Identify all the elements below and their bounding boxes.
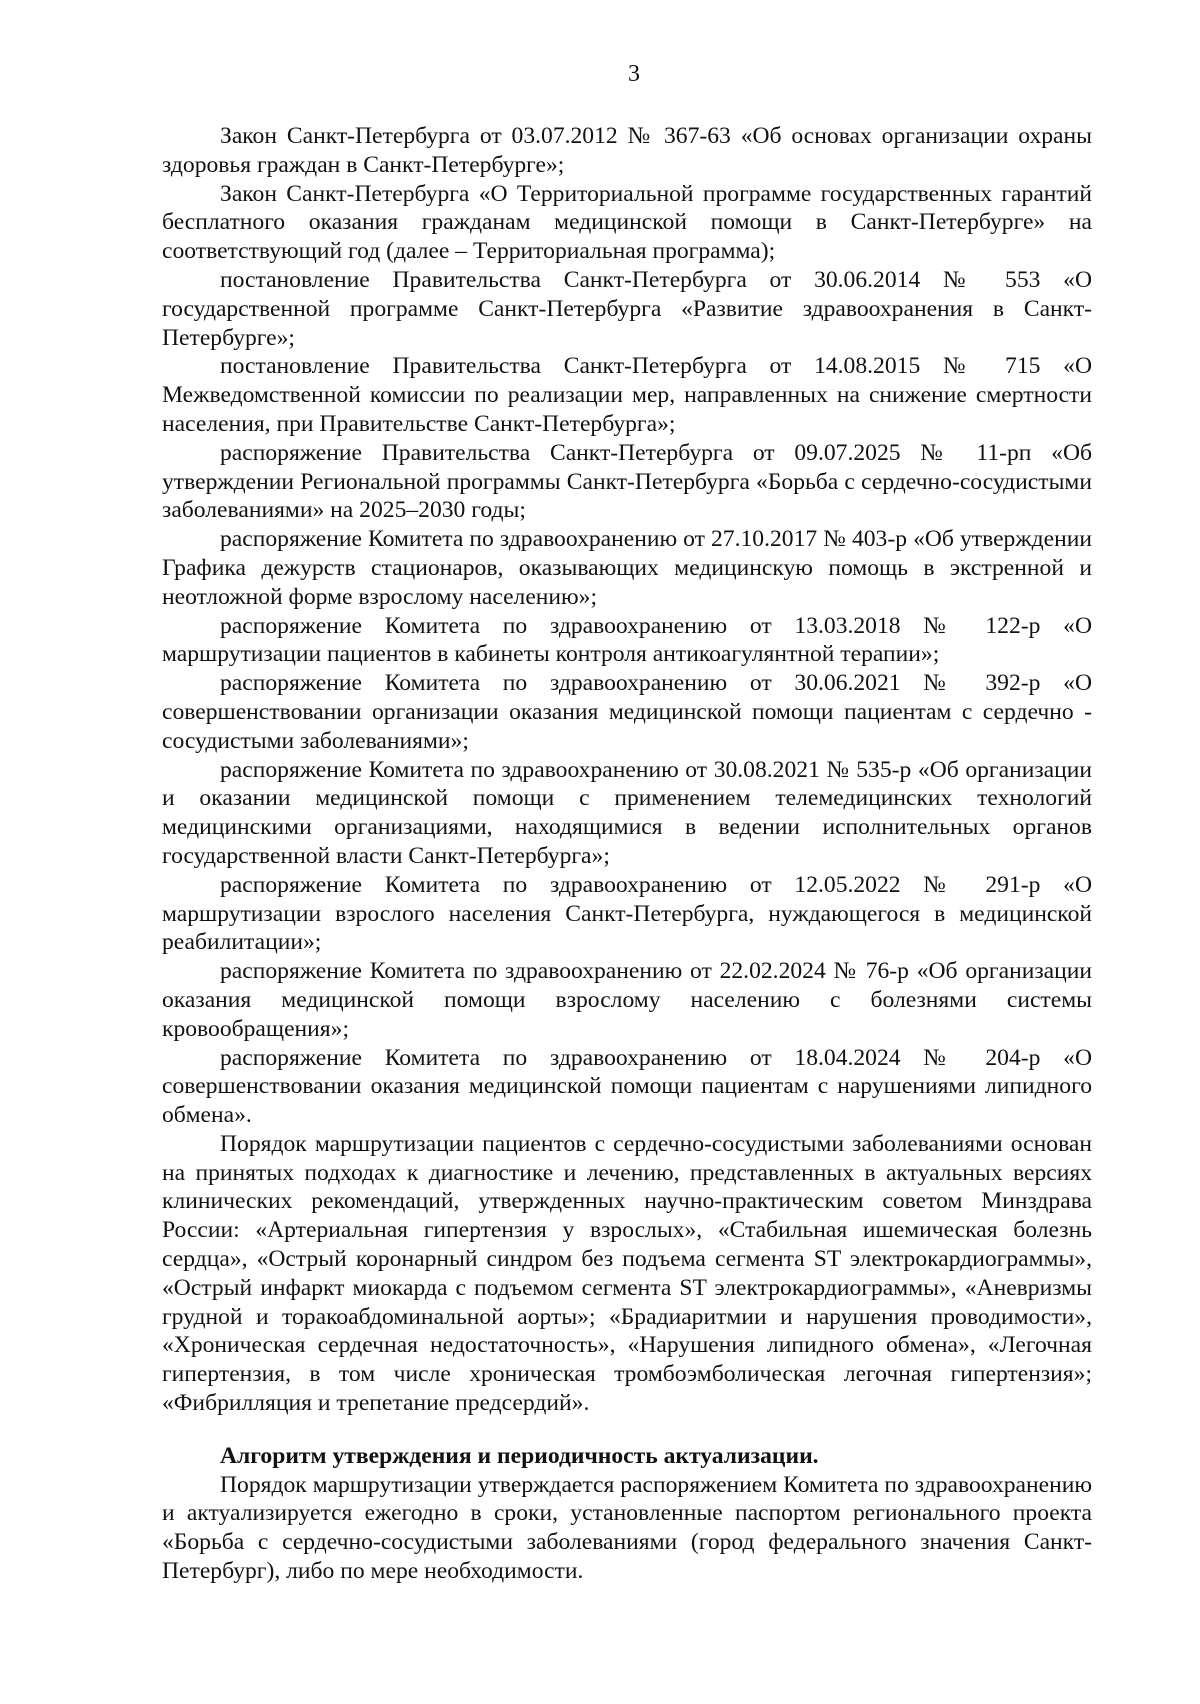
paragraph-order-535-r: распоряжение Комитета по здравоохранению от 30.08.2021 № 535-р «Об организации и оказании медицинской помощи с применением телемедицинских технологий медицинскими организациями, находящимися в ведении исполнительных органов государственной власти Санкт-Петербурга»; [162, 756, 1092, 869]
paragraph-order-122-r: распоряжение Комитета по здравоохранению от 13.03.2018 № 122-р «О маршрутизации пациентов в кабинеты контроля антикоагулянтной терапии»; [162, 612, 1092, 668]
paragraph-order-403-r: распоряжение Комитета по здравоохранению от 27.10.2017 № 403-р «Об утверждении Графика дежурств стационаров, оказывающих медицинскую помощь в экстренной и неотложной форме взрослому населению»; [162, 526, 1092, 610]
paragraph-order-204-r: распоряжение Комитета по здравоохранению от 18.04.2024 № 204-р «О совершенствовании оказания медицинской помощи пациентам с нарушениями липидного обмена». [162, 1044, 1092, 1129]
document-body [162, 122, 1092, 1586]
paragraph-law-health-protection: Закон Санкт-Петербурга от 03.07.2012 № 367-63 «Об основах организации охраны здоровья граждан в Санкт-Петербурге»; [162, 123, 1092, 178]
paragraph-routing-basis: Порядок маршрутизации пациентов с сердечно-сосудистыми заболеваниями основан на принятых подходах к диагностике и лечению, представленных в актуальных версиях клинических рекомендаций, утвержденных научно-практическим советом Минздрава России: «Артериальная гипертензия у взрослых», «Стабильная ишемическая болезнь сердца», «Острый коронарный синдром без подъема сегмента ST электрокардиограммы», «Острый инфаркт миокарда с подъемом сегмента ST электрокардиограммы», «Аневризмы грудной и торакоабдоминальной аорты»; «Брадиаритмии и нарушения проводимости», «Хроническая сердечная недостаточность», «Нарушения липидного обмена», «Легочная гипертензия, в том числе хроническая тромбоэмболическая легочная гипертензия»; «Фибрилляция и трепетание предсердий». [162, 1130, 1092, 1417]
paragraph-approval-procedure: Порядок маршрутизации утверждается распоряжением Комитета по здравоохранению и актуализируется ежегодно в сроки, установленные паспортом регионального проекта «Борьба с сердечно-сосудистыми заболеваниями (город федерального значения Санкт-Петербург), либо по мере необходимости. [162, 1471, 1092, 1585]
paragraph-law-territorial-program: Закон Санкт-Петербурга «О Территориальной программе государственных гарантий бесплатного оказания гражданам медицинской помощи в Санкт-Петербурге» на соответствующий год (далее – Территориальная программа); [162, 180, 1092, 265]
paragraph-order-11-rp: распоряжение Правительства Санкт-Петербурга от 09.07.2025 № 11-рп «Об утверждении Региональной программы Санкт-Петербурга «Борьба с сердечно-сосудистыми заболеваниями» на 2025–2030 годы; [162, 439, 1092, 524]
paragraph-order-392-r: распоряжение Комитета по здравоохранению от 30.06.2021 № 392-р «О совершенствовании организации оказания медицинской помощи пациентам с сердечно - сосудистыми заболеваниями»; [162, 670, 1092, 754]
paragraph-resolution-715: постановление Правительства Санкт-Петербурга от 14.08.2015 № 715 «О Межведомственной комиссии по реализации мер, направленных на снижение смертности населения, при Правительстве Санкт-Петербурга»; [162, 353, 1092, 437]
paragraph-order-291-r: распоряжение Комитета по здравоохранению от 12.05.2022 № 291-р «О маршрутизации взрослого населения Санкт-Петербурга, нуждающегося в медицинской реабилитации»; [162, 871, 1092, 956]
paragraph-order-76-r: распоряжение Комитета по здравоохранению от 22.02.2024 № 76-р «Об организации оказания медицинской помощи взрослому населению с болезнями системы кровообращения»; [162, 958, 1092, 1042]
section-heading-approval-algorithm: Алгоритм утверждения и периодичность актуализации. [220, 1442, 819, 1469]
page-number: 3 [628, 61, 640, 87]
paragraph-resolution-553: постановление Правительства Санкт-Петербурга от 30.06.2014 № 553 «О государственной программе Санкт-Петербурга «Развитие здравоохранения в Санкт-Петербурге»; [162, 266, 1092, 351]
